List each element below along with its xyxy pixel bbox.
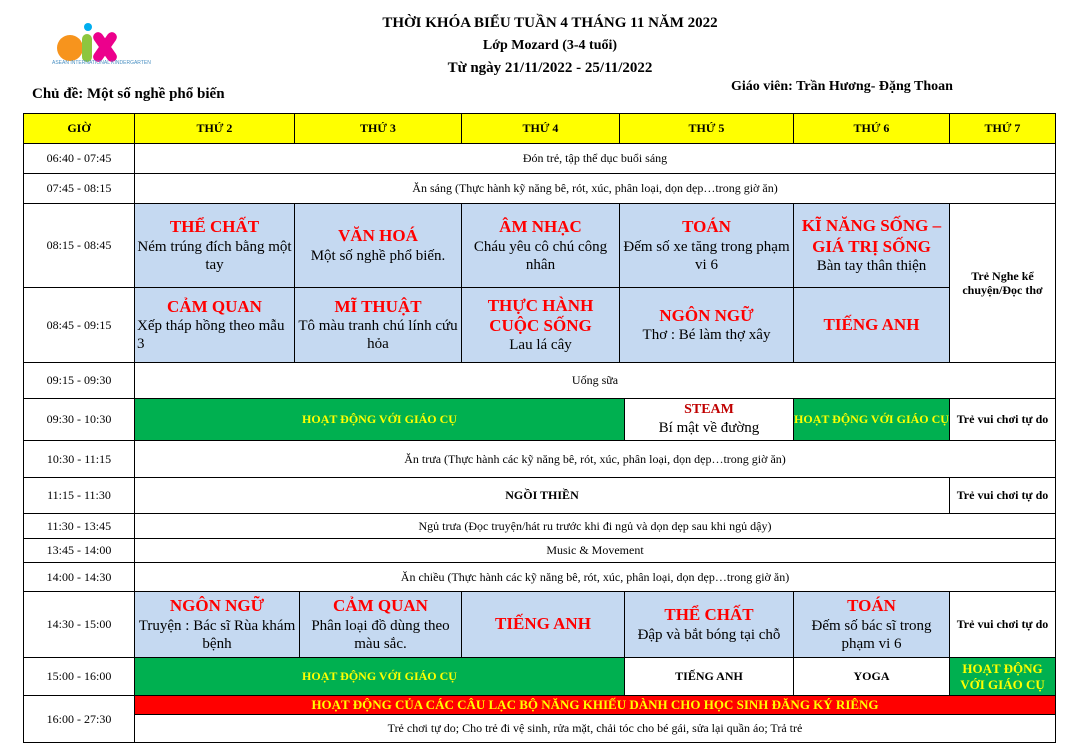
class-cell-wed [461, 591, 625, 658]
subject-title: TOÁN [847, 596, 896, 616]
class-cell-thu [624, 591, 794, 658]
col-header-fri: THỨ 6 [793, 113, 950, 144]
activity-cell-green: HOẠT ĐỘNG VỚI GIÁO CỤ [134, 657, 625, 696]
subject-title: MĨ THUẬT [334, 296, 422, 316]
page-title: THỜI KHÓA BIỂU TUẦN 4 THÁNG 11 NĂM 2022 [382, 15, 718, 31]
subject-title: THỰC HÀNH CUỘC SỐNG [487, 295, 594, 335]
subject-title: TOÁN [682, 217, 731, 237]
col-header-sat: THỨ 7 [949, 113, 1056, 144]
subject-desc: Truyện : Bác sĩ Rùa khám bệnh [138, 617, 296, 652]
class-cell-thu: TIẾNG ANH [624, 657, 794, 696]
subject-title: THỂ CHẤT [169, 217, 260, 237]
activity-cell: Ngủ trưa (Đọc truyện/hát ru trước khi đi ngủ và dọn dẹp sau khi ngủ dậy) [134, 513, 1056, 539]
activity-cell: Uống sữa [134, 362, 1056, 399]
time-cell: 08:45 - 09:15 [23, 287, 135, 363]
activity-cell: Đón trẻ, tập thể dục buổi sáng [134, 143, 1056, 174]
class-cell-wed [461, 203, 620, 288]
club-activity-banner: HOẠT ĐỘNG CỦA CÁC CÂU LẠC BỘ NĂNG KHIẾU DÀNH CHO HỌC SINH ĐĂNG KÝ RIÊNG [134, 695, 1056, 715]
time-cell: 08:15 - 08:45 [23, 203, 135, 288]
class-cell-fri [793, 591, 950, 658]
time-cell: 07:45 - 08:15 [23, 173, 135, 204]
time-cell: 11:15 - 11:30 [23, 477, 135, 514]
col-header-wed: THỨ 4 [461, 113, 620, 144]
subject-title: NGÔN NGỮ [659, 305, 754, 325]
activity-cell: Music & Movement [134, 538, 1056, 563]
time-cell: 16:00 - 27:30 [23, 695, 135, 743]
subject-title: TIẾNG ANH [823, 314, 920, 334]
subject-desc: Thơ : Bé làm thợ xây [642, 327, 771, 344]
class-cell-mon [134, 203, 295, 288]
time-cell: 14:00 - 14:30 [23, 562, 135, 592]
time-cell: 11:30 - 13:45 [23, 513, 135, 539]
activity-cell: Ăn sáng (Thực hành kỹ năng bê, rót, xúc, phân loại, dọn dẹp…trong giờ ăn) [134, 173, 1056, 204]
time-cell: 09:15 - 09:30 [23, 362, 135, 399]
subject-desc: Một số nghề phổ biến. [310, 247, 446, 264]
subject-desc: Tô màu tranh chú lính cứu hỏa [298, 318, 458, 353]
subject-title: KĨ NĂNG SỐNG – GIÁ TRỊ SỐNG [801, 216, 942, 256]
activity-cell: NGỒI THIỀN [134, 477, 950, 514]
class-cell-thu [624, 398, 794, 441]
logo-subtext: ASEAN INTERNATIONAL KINDERGARTEN [52, 60, 151, 66]
date-range: Từ ngày 21/11/2022 - 25/11/2022 [447, 60, 653, 76]
subject-desc: Bí mật về đường [658, 419, 760, 436]
class-cell-tue [299, 591, 462, 658]
class-cell-sat: Trẻ vui chơi tự do [949, 591, 1056, 658]
subject-title: ÂM NHẠC [499, 217, 582, 237]
class-cell-sat: Trẻ Nghe kể chuyện/Đọc thơ [949, 203, 1056, 363]
time-cell: 13:45 - 14:00 [23, 538, 135, 563]
teacher-label: Giáo viên: Trần Hương- Đặng Thoan [731, 79, 953, 94]
class-cell-tue [294, 287, 462, 363]
class-cell-fri [793, 203, 950, 288]
col-header-mon: THỨ 2 [134, 113, 295, 144]
class-cell-tue [294, 203, 462, 288]
subject-desc: Đếm số bác sĩ trong phạm vi 6 [811, 617, 932, 652]
subject-title: TIẾNG ANH [495, 614, 591, 634]
subject-desc: Lau lá cây [509, 337, 572, 354]
subject-title: CẢM QUAN [333, 596, 428, 616]
subject-title: NGÔN NGỮ [169, 596, 265, 616]
time-cell: 14:30 - 15:00 [23, 591, 135, 658]
activity-cell-green: HOẠT ĐỘNG VỚI GIÁO CỤ [793, 398, 950, 441]
time-cell: 10:30 - 11:15 [23, 440, 135, 478]
class-cell-thu [619, 287, 794, 363]
school-logo [52, 20, 152, 72]
col-header-tue: THỨ 3 [294, 113, 462, 144]
class-cell-mon [134, 287, 295, 363]
subject-title: STEAM [684, 402, 734, 418]
class-cell-fri [793, 287, 950, 363]
class-cell-wed [461, 287, 620, 363]
time-cell: 09:30 - 10:30 [23, 398, 135, 441]
activity-cell: Trẻ chơi tự do; Cho trẻ đi vệ sinh, rửa mặt, chải tóc cho bé gái, sửa lại quần áo; Trả trẻ [134, 714, 1056, 743]
class-name: Lớp Mozard (3-4 tuổi) [482, 38, 618, 53]
subject-desc: Xếp tháp hồng theo mẫu 3 [137, 318, 285, 353]
subject-title: CẢM QUAN [167, 296, 262, 316]
subject-title: VĂN HOÁ [338, 226, 418, 246]
time-cell: 06:40 - 07:45 [23, 143, 135, 174]
activity-cell: Ăn trưa (Thực hành các kỹ năng bê, rót, xúc, phân loại, dọn dẹp…trong giờ ăn) [134, 440, 1056, 478]
activity-cell: Ăn chiều (Thực hành các kỹ năng bê, rót, xúc, phân loại, dọn dẹp…trong giờ ăn) [134, 562, 1056, 592]
class-cell-sat: Trẻ vui chơi tự do [949, 398, 1056, 441]
col-header-thu: THỨ 5 [619, 113, 794, 144]
subject-desc: Đập và bắt bóng tại chỗ [637, 626, 781, 643]
subject-desc: Cháu yêu cô chú công nhân [473, 238, 608, 273]
col-header-time: GIỜ [23, 113, 135, 144]
class-cell-fri: YOGA [793, 657, 950, 696]
subject-desc: Phân loại đồ dùng theo màu sắc. [311, 617, 450, 652]
activity-cell-green: HOẠT ĐỘNG VỚI GIÁO CỤ [949, 657, 1056, 696]
activity-cell-green: HOẠT ĐỘNG VỚI GIÁO CỤ [134, 398, 625, 441]
subject-title: THỂ CHẤT [664, 605, 754, 625]
class-cell-mon [134, 591, 300, 658]
theme-label: Chủ đề: Một số nghề phổ biến [32, 86, 225, 102]
class-cell-thu [619, 203, 794, 288]
time-cell: 15:00 - 16:00 [23, 657, 135, 696]
subject-desc: Đếm số xe tăng trong phạm vi 6 [623, 238, 790, 273]
class-cell-sat: Trẻ vui chơi tự do [949, 477, 1056, 514]
subject-desc: Ném trúng đích bằng một tay [137, 238, 292, 273]
subject-desc: Bàn tay thân thiện [816, 257, 927, 274]
